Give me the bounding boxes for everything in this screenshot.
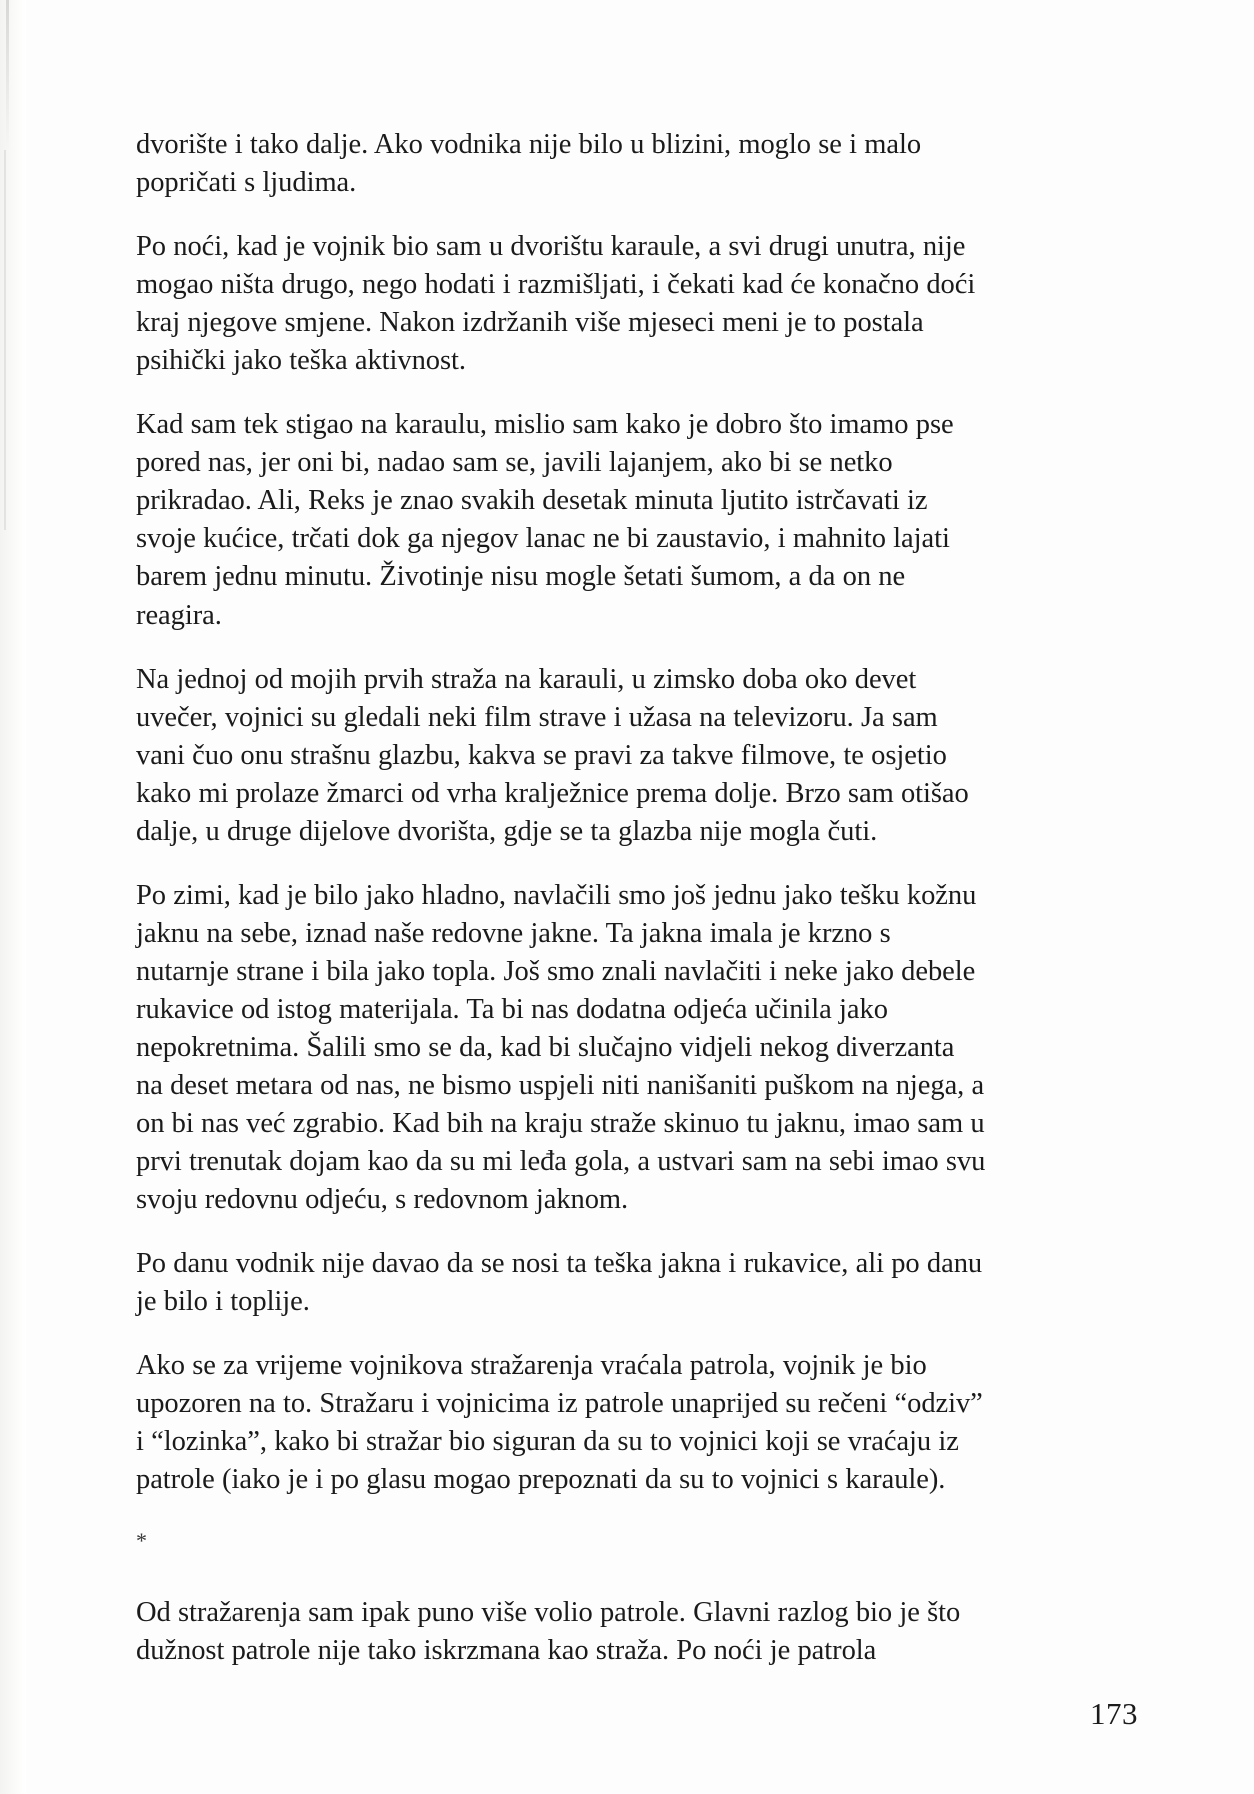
paragraph: Na jednoj od mojih prvih straža na karauli, u zimsko doba oko devet uvečer, vojnici su gledali neki film strave i užasa na televizoru. Ja sam vani čuo onu strašnu glazbu, kakva se pravi za takve filmove, te osjetio kako mi prolaze žmarci od vrha kralježnice prema dolje. Brzo sam otišao dalje, u druge dijelove dvorišta, gdje se ta glazba nije mogla čuti. <box>136 663 969 847</box>
paragraph: dvorište i tako dalje. Ako vodnika nije bilo u blizini, moglo se i malo popričati s ljudima. <box>136 129 922 199</box>
body-text-column <box>136 126 986 1670</box>
scan-edge-shading <box>0 0 26 1794</box>
page-number: 173 <box>1090 1696 1138 1731</box>
paragraph: Kad sam tek stigao na karaulu, mislio sam kako je dobro što imamo pse pored nas, jer oni bi, nadao sam se, javili lajanjem, ako bi se netko prikradao. Ali, Reks je znao svakih desetak minuta ljutito istrčavati iz svoje kućice, trčati dok ga njegov lanac ne bi zaustavio, i mahnito lajati barem jednu minutu. Životinje nisu mogle šetati šumom, a da on ne reagira. <box>136 409 954 631</box>
paragraph: Po danu vodnik nije davao da se nosi ta teška jakna i rukavice, ali po danu je bilo i toplije. <box>136 1248 983 1318</box>
paragraph: Ako se za vrijeme vojnikova stražarenja vraćala patrola, vojnik je bio upozoren na to. Stražaru i vojnicima iz patrole unaprijed su rečeni “odziv” i “lozinka”, kako bi stražar bio siguran da su to vojnici koji se vraćaju iz patrole (iako je i po glasu mogao prepoznati da su to vojnici s karaule). <box>136 1350 983 1496</box>
scan-artifact-top <box>6 0 9 150</box>
scan-artifact-middle <box>4 150 6 530</box>
section-separator: * <box>136 1527 147 1553</box>
paragraph: Od stražarenja sam ipak puno više volio patrole. Glavni razlog bio je što dužnost patrole nije tako iskrzmana kao straža. Po noći je patrola <box>136 1596 961 1666</box>
paragraph: Po noći, kad je vojnik bio sam u dvorištu karaule, a svi drugi unutra, nije mogao ništa drugo, nego hodati i razmišljati, i čekati kad će konačno doći kraj njegove smjene. Nakon izdržanih više mjeseci meni je to postala psihički jako teška aktivnost. <box>136 231 976 377</box>
paragraph: Po zimi, kad je bilo jako hladno, navlačili smo još jednu jako tešku kožnu jaknu na sebe, iznad naše redovne jakne. Ta jakna imala je krzno s nutarnje strane i bila jako topla. Još smo znali navlačiti i neke jako debele rukavice od istog materijala. Ta bi nas dodatna odjeća učinila jako nepokretnima. Šalili smo se da, kad bi slučajno vidjeli nekog diverzanta na deset metara od nas, ne bismo uspjeli niti nanišaniti puškom na njega, a on bi nas već zgrabio. Kad bih na kraju straže skinuo tu jaknu, imao sam u prvi trenutak dojam kao da su mi leđa gola, a ustvari sam na sebi imao svu svoju redovnu odjeću, s redovnom jaknom. <box>136 879 986 1216</box>
